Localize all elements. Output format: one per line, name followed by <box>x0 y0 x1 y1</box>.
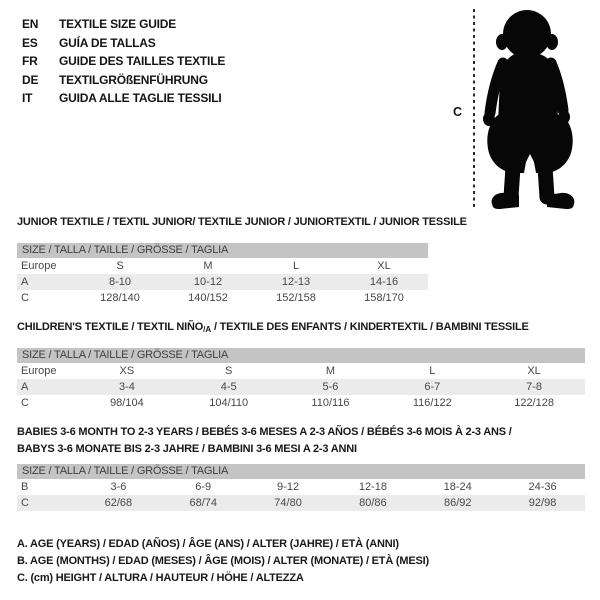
table-row <box>17 379 585 395</box>
value-cell: 110/116 <box>311 397 350 410</box>
value-cell: 10-12 <box>193 276 223 289</box>
value-cell: 80/86 <box>359 497 387 510</box>
legend-line-c: C. (cm) HEIGHT / ALTURA / HAUTEUR / HÖHE / ALTEZZA <box>17 572 304 585</box>
table-row <box>17 290 428 306</box>
height-measure-dashed-line <box>473 9 475 209</box>
value-cell: 6-7 <box>424 381 441 394</box>
size-header-bar: SIZE / TALLA / TAILLE / GRÖSSE / TAGLIA <box>17 464 585 479</box>
value-cell: 14-16 <box>369 276 399 289</box>
table-rows <box>17 258 428 307</box>
children-size-table <box>17 348 585 412</box>
value-cell: L <box>292 260 300 273</box>
value-cell: 128/140 <box>100 292 140 305</box>
value-cell: 92/98 <box>528 497 557 510</box>
value-cell: 7-8 <box>526 381 543 394</box>
children-table-title <box>17 321 529 334</box>
value-cell: 62/68 <box>104 497 133 510</box>
value-cell: 104/110 <box>209 397 249 410</box>
lang-row-de <box>22 71 225 90</box>
lang-row-en <box>22 15 225 34</box>
table-row <box>17 258 428 274</box>
value-cell: 8-10 <box>108 276 132 289</box>
value-cell: S <box>116 260 124 273</box>
table-row <box>17 363 585 379</box>
junior-table-title: JUNIOR TEXTILE / TEXTIL JUNIOR/ TEXTILE JUNIOR / JUNIORTEXTIL / JUNIOR TESSILE <box>17 216 467 228</box>
value-cell: 122/128 <box>514 397 554 410</box>
babies-size-table <box>17 464 585 511</box>
value-cell: 158/170 <box>364 292 404 305</box>
babies-table-title <box>17 424 512 458</box>
table-row <box>17 479 585 495</box>
legend-notes <box>17 536 429 588</box>
table-row <box>17 395 585 411</box>
row-label-cell: Europe <box>21 365 57 378</box>
size-header-bar: SIZE / TALLA / TAILLE / GRÖSSE / TAGLIA <box>17 348 585 363</box>
babies-title-line1: BABIES 3-6 MONTH TO 2-3 YEARS / BEBÉS 3-6 MESES A 2-3 AÑOS / BÉBÉS 3-6 MOIS À 2-3 ANS / <box>17 426 512 438</box>
value-cell: 24-36 <box>528 481 557 494</box>
lang-row-fr <box>22 52 225 71</box>
table-row <box>17 495 585 511</box>
children-title-sub: /A <box>203 325 212 334</box>
lang-code: DE <box>22 72 39 87</box>
value-cell: XL <box>377 260 391 273</box>
table-rows <box>17 479 585 511</box>
lang-label: TEXTILGRÖßENFÜHRUNG <box>59 72 208 87</box>
value-cell: 6-9 <box>195 481 212 494</box>
lang-label: GUIDA ALLE TAGLIE TESSILI <box>59 91 222 106</box>
value-cell: 4-5 <box>220 381 237 394</box>
row-label-cell: A <box>21 381 29 394</box>
baby-silhouette-icon <box>483 7 583 212</box>
lang-row-es <box>22 34 225 53</box>
language-title-block <box>22 15 225 108</box>
babies-title-line2: BABYS 3-6 MONATE BIS 2-3 JAHRE / BAMBINI 3-6 MESI A 2-3 ANNI <box>17 443 357 455</box>
value-cell: L <box>429 365 436 378</box>
lang-label: GUIDE DES TAILLES TEXTILE <box>59 54 226 69</box>
value-cell: S <box>225 365 233 378</box>
value-cell: 12-13 <box>281 276 311 289</box>
lang-code: IT <box>22 91 33 106</box>
value-cell: 140/152 <box>188 292 228 305</box>
size-header-bar: SIZE / TALLA / TAILLE / GRÖSSE / TAGLIA <box>17 243 428 258</box>
legend-line-b: B. AGE (MONTHS) / EDAD (MESES) / ÂGE (MOIS) / ALTER (MONATE) / ETÀ (MESI) <box>17 555 429 568</box>
value-cell: 86/92 <box>443 497 472 510</box>
value-cell: 12-18 <box>358 481 387 494</box>
legend-line-a: A. AGE (YEARS) / EDAD (AÑOS) / ÂGE (ANS) / ALTER (JAHRE) / ETÀ (ANNI) <box>17 538 399 550</box>
lang-label: TEXTILE SIZE GUIDE <box>59 17 177 31</box>
row-label-cell: B <box>21 481 29 494</box>
table-row <box>17 274 428 290</box>
row-label-cell: C <box>21 292 29 305</box>
lang-code: ES <box>22 35 38 50</box>
value-cell: 3-6 <box>110 481 127 494</box>
row-label-cell: C <box>21 397 29 410</box>
value-cell: 3-4 <box>118 381 135 394</box>
value-cell: 152/158 <box>276 292 316 305</box>
children-title-post: / TEXTILE DES ENFANTS / KINDERTEXTIL / BAMBINI TESSILE <box>211 321 529 333</box>
value-cell: 98/104 <box>110 397 144 410</box>
junior-size-table <box>17 243 428 307</box>
lang-row-it <box>22 89 225 108</box>
value-cell: M <box>203 260 213 273</box>
lang-code: FR <box>22 54 38 69</box>
table-rows <box>17 363 585 412</box>
value-cell: 5-6 <box>322 381 339 394</box>
value-cell: 18-24 <box>443 481 472 494</box>
lang-code: EN <box>22 17 39 31</box>
height-measure-label: C <box>453 105 463 119</box>
row-label-cell: A <box>21 276 29 289</box>
value-cell: 68/74 <box>189 497 217 510</box>
row-label-cell: C <box>21 497 29 510</box>
value-cell: 74/80 <box>274 497 302 510</box>
value-cell: M <box>325 365 336 378</box>
value-cell: XL <box>527 365 541 378</box>
lang-label: GUÍA DE TALLAS <box>59 35 156 50</box>
value-cell: 116/122 <box>412 397 452 410</box>
children-title-pre: CHILDREN'S TEXTILE / TEXTIL NIÑO <box>17 321 204 333</box>
value-cell: XS <box>119 365 135 378</box>
row-label-cell: Europe <box>21 260 57 273</box>
value-cell: 9-12 <box>277 481 300 494</box>
